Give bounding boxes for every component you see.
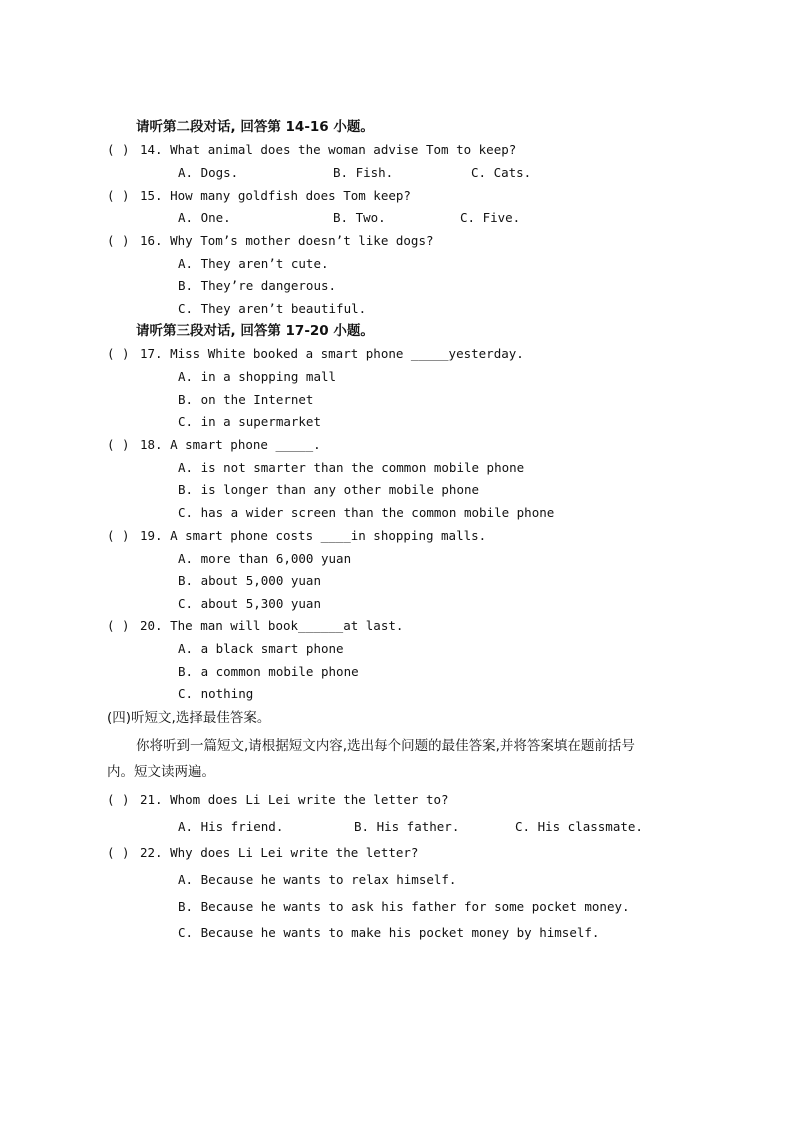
option-c: C. Cats. xyxy=(471,165,532,180)
answer-bracket: ( ) xyxy=(107,437,130,452)
option-a: A. is not smarter than the common mobile phone xyxy=(178,460,525,475)
question-text: 19. A smart phone costs ____in shopping malls. xyxy=(140,528,487,543)
option-a: A. more than 6,000 yuan xyxy=(178,551,352,566)
instruction-line: 你将听到一篇短文,请根据短文内容,选出每个问题的最佳答案,并将答案填在题前括号 xyxy=(136,738,635,754)
answer-bracket: ( ) xyxy=(107,845,130,860)
option-a: A. His friend. xyxy=(178,819,284,834)
option-c: C. Because he wants to make his pocket money by himself. xyxy=(178,925,600,940)
option-c: C. Five. xyxy=(460,210,521,225)
question-text: 21. Whom does Li Lei write the letter to? xyxy=(140,792,449,807)
option-b: B. They’re dangerous. xyxy=(178,278,337,293)
answer-bracket: ( ) xyxy=(107,233,130,248)
instruction-line: 内。短文读两遍。 xyxy=(107,764,215,780)
question-text: 15. How many goldfish does Tom keep? xyxy=(140,188,411,203)
answer-bracket: ( ) xyxy=(107,188,130,203)
section-heading: 请听第三段对话, 回答第 17-20 小题。 xyxy=(136,323,374,339)
option-c: C. His classmate. xyxy=(515,819,643,834)
option-b: B. a common mobile phone xyxy=(178,664,359,679)
option-c: C. nothing xyxy=(178,686,254,701)
answer-bracket: ( ) xyxy=(107,346,130,361)
section-heading: 请听第二段对话, 回答第 14-16 小题。 xyxy=(136,119,374,135)
part-title: (四)听短文,选择最佳答案。 xyxy=(107,710,271,726)
option-c: C. about 5,300 yuan xyxy=(178,596,321,611)
option-b: B. Two. xyxy=(333,210,386,225)
question-text: 18. A smart phone _____. xyxy=(140,437,321,452)
option-a: A. Because he wants to relax himself. xyxy=(178,872,457,887)
option-c: C. has a wider screen than the common mobile phone xyxy=(178,505,555,520)
question-text: 17. Miss White booked a smart phone _____yesterday. xyxy=(140,346,524,361)
option-b: B. is longer than any other mobile phone xyxy=(178,482,480,497)
option-b: B. on the Internet xyxy=(178,392,314,407)
answer-bracket: ( ) xyxy=(107,618,130,633)
question-text: 20. The man will book______at last. xyxy=(140,618,404,633)
option-a: A. Dogs. xyxy=(178,165,239,180)
answer-bracket: ( ) xyxy=(107,142,130,157)
option-a: A. One. xyxy=(178,210,231,225)
option-b: B. His father. xyxy=(354,819,460,834)
answer-bracket: ( ) xyxy=(107,792,130,807)
option-a: A. a black smart phone xyxy=(178,641,344,656)
option-c: C. They aren’t beautiful. xyxy=(178,301,367,316)
option-a: A. They aren’t cute. xyxy=(178,256,329,271)
question-text: 16. Why Tom’s mother doesn’t like dogs? xyxy=(140,233,434,248)
answer-bracket: ( ) xyxy=(107,528,130,543)
option-c: C. in a supermarket xyxy=(178,414,321,429)
option-b: B. about 5,000 yuan xyxy=(178,573,321,588)
question-text: 14. What animal does the woman advise Tom to keep? xyxy=(140,142,517,157)
option-b: B. Fish. xyxy=(333,165,394,180)
question-text: 22. Why does Li Lei write the letter? xyxy=(140,845,419,860)
option-b: B. Because he wants to ask his father for some pocket money. xyxy=(178,899,630,914)
option-a: A. in a shopping mall xyxy=(178,369,337,384)
